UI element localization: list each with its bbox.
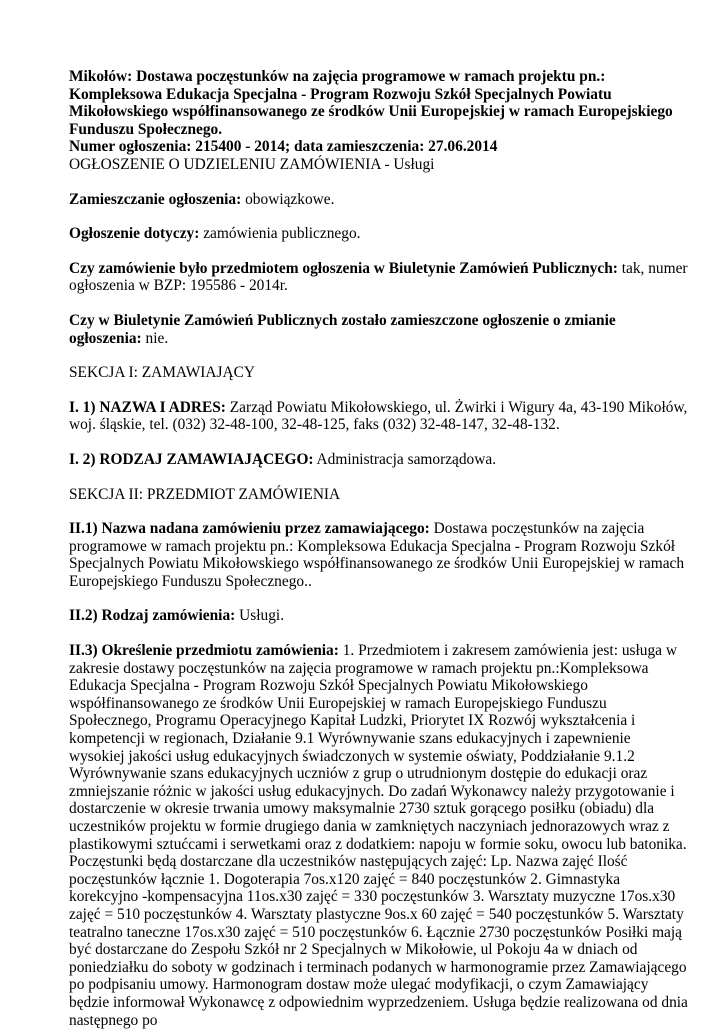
field-contract-name — [69, 520, 688, 590]
field-label: Ogłoszenie dotyczy: — [69, 225, 200, 243]
field-label: Czy zamówienie było przedmiotem ogłoszenia w Biuletynie Zamówień Publicznych: — [69, 259, 618, 277]
field-value: obowiązkowe. — [241, 190, 335, 208]
section-2-heading: SEKCJA II: PRZEDMIOT ZAMÓWIENIA — [69, 485, 341, 503]
section-1-heading: SEKCJA I: ZAMAWIAJĄCY — [69, 364, 256, 382]
field-value: Usługi. — [235, 607, 285, 625]
field-value: Zarząd Powiatu Mikołowskiego, ul. Żwirki i Wigury 4a, 43-190 Mikołów, woj. śląskie, tel. (032) 32-48-100, 32-48-125, faks (032) 32-48-147, 32-48-132. — [69, 398, 688, 434]
field-value: Administracja samorządowa. — [313, 450, 497, 468]
field-contract-kind — [69, 607, 688, 625]
field-label: II.1) Nazwa nadana zamówieniu przez zamawiającego: — [69, 520, 430, 538]
field-contract-description — [69, 642, 688, 1029]
field-label: II.2) Rodzaj zamówienia: — [69, 607, 236, 625]
field-name-address — [69, 399, 688, 434]
field-label: Czy w Biuletynie Zamówień Publicznych zostało zamieszczone ogłoszenie o zmianie ogłoszenia: — [69, 311, 616, 347]
field-value: nie. — [141, 329, 169, 347]
field-concerns — [69, 225, 688, 243]
field-value: 1. Przedmiotem i zakresem zamówienia jest: usługa w zakresie dostawy poczęstunków na zajęcia programowe w ramach projektu pn.:Kompleksowa Edukacja Specjalna - Program Rozwoju Szkół Specjalnych Powiatu Mikołowskiego współfinansowanego ze środków Unii Europejskiej w ramach Europejskiego Funduszu Społecznego, Programu Operacyjnego Kapitał Ludzki, Priorytet IX Rozwój wykształcenia i kompetencji w regionach, Działanie 9.1 Wyrównywanie szans edukacyjnych i zapewnienie wysokiej jakości usług edukacyjnych świadczonych w systemie oświaty, Poddziałanie 9.1.2 Wyrównywanie szans edukacyjnych uczniów z grup o utrudnionym dostępie do edukacji oraz zmniejszanie różnic w jakości usług edukacyjnych. Do zadań Wykonawcy należy przygotowanie i dostarczenie w okresie trwania umowy maksymalnie 2730 sztuk gorącego posiłku (obiadu) dla uczestników projektu w formie drugiego dania w zamkniętych naczyniach jednorazowych wraz z plastikowymi sztućcami i serwetkami oraz z dodatkiem: napoju w formie soku, owocu lub batonika. Poczęstunki będą dostarczane dla uczestników następujących zajęć: Lp. Nazwa zajęć Ilość poczęstunków łącznie 1. Dogoterapia 7os.x120 zajęć = 840 poczęstunków 2. Gimnastyka korekcyjno -kompensacyjna 11os.x30 zajęć = 330 poczęstunków 3. Warsztaty muzyczne 17os.x30 zajęć = 510 poczęstunków 4. Warsztaty plastyczne 9os.x 60 zajęć = 540 poczęstunków 5. Warsztaty teatralno taneczne 17os.x30 zajęć = 510 poczęstunków 6. Łącznie 2730 poczęstunków Posiłki mają być dostarczane do Zespołu Szkół nr 2 Specjalnych w Mikołowie, ul Pokoju 4a w dniach od poniedziałku do soboty w godzinach i terminach podanych w harmonogramie przez Zamawiającego po podpisaniu umowy. Harmonogram dostaw może ulegać modyfikacji, o czym Zamawiający będzie informował Wykonawcę z odpowiednim wyprzedzeniem. Usługa będzie realizowana od dnia następnego po — [69, 642, 688, 1029]
field-change-notice — [69, 312, 688, 347]
notice-type: OGŁOSZENIE O UDZIELENIU ZAMÓWIENIA - Usługi — [69, 155, 435, 173]
field-value: tak, numer ogłoszenia w BZP: 195586 - 2014r. — [69, 259, 688, 295]
notice-title: Mikołów: Dostawa poczęstunków na zajęcia programowe w ramach projektu pn.: Kompleksowa Edukacja Specjalna - Program Rozwoju Szkół Specjalnych Powiatu Mikołowskiego współfinansowanego ze środków Unii Europejskiej w ramach Europejskiego Funduszu Społecznego. — [69, 68, 673, 138]
field-label: Zamieszczanie ogłoszenia: — [69, 190, 242, 208]
field-contracting-type — [69, 451, 688, 469]
field-label: I. 1) NAZWA I ADRES: — [69, 398, 226, 416]
notice-number: Numer ogłoszenia: 215400 - 2014; data zamieszczenia: 27.06.2014 — [69, 138, 498, 156]
field-value: Dostawa poczęstunków na zajęcia programowe w ramach projektu pn.: Kompleksowa Edukacja Specjalna - Program Rozwoju Szkół Specjalnych Powiatu Mikołowskiego współfinansowanego ze środków Unii Europejskiej w ramach Europejskiego Funduszu Społecznego.. — [69, 520, 685, 590]
field-label: II.3) Określenie przedmiotu zamówienia: — [69, 642, 339, 660]
field-publication — [69, 191, 688, 209]
field-value: zamówienia publicznego. — [199, 225, 361, 243]
field-prior-notice — [69, 260, 688, 295]
field-label: I. 2) RODZAJ ZAMAWIAJĄCEGO: — [69, 450, 314, 468]
